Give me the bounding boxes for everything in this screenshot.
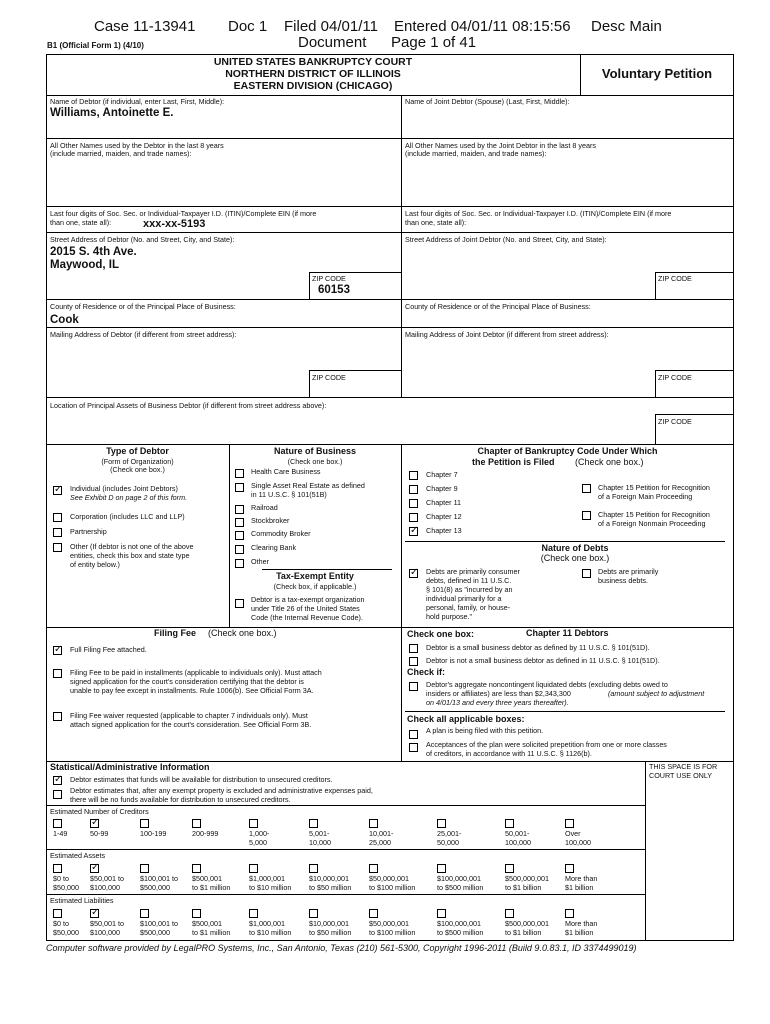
page-count: Page 1 of 41 <box>391 34 477 51</box>
creditors-checkbox-4[interactable] <box>192 819 201 828</box>
other-names-label: All Other Names used by the Debtor in the last 8 years <box>50 141 224 150</box>
railroad-label: Railroad <box>251 503 278 512</box>
installments-label-3: unable to pay fee except in installments. Rule 1006(b). See Official Form 3A. <box>70 686 314 695</box>
joint-street-label: Street Address of Joint Debtor (No. and Street, City, and State): <box>405 235 607 244</box>
liabilities-label-8: $100,000,001 <box>437 919 481 928</box>
assets-checkbox-7[interactable] <box>369 864 378 873</box>
creditors-label-7: 10,001- <box>369 829 394 838</box>
creditors-label-8-line2: 50,000 <box>437 838 459 847</box>
consumer-debts-label-6: hold purpose." <box>426 612 473 621</box>
filed-date: Filed 04/01/11 <box>284 18 378 35</box>
aggregate-debts-checkbox[interactable] <box>409 682 418 691</box>
no-funds-checkbox[interactable] <box>53 790 62 799</box>
assets-checkbox-5[interactable] <box>249 864 258 873</box>
assets-label-4: $500,001 <box>192 874 222 883</box>
document-label: Document <box>298 34 367 51</box>
check-if: Check if: <box>407 667 446 677</box>
assets-label-8: $100,000,001 <box>437 874 481 883</box>
liabilities-label-1-line2: $50,000 <box>53 928 79 937</box>
liabilities-label-8-line2: to $500 million <box>437 928 484 937</box>
acceptances-checkbox[interactable] <box>409 743 418 752</box>
not-small-business-checkbox[interactable] <box>409 657 418 666</box>
assets-checkbox-1[interactable] <box>53 864 62 873</box>
small-business-label: Debtor is a small business debtor as defined by 11 U.S.C. § 101(51D). <box>426 643 650 652</box>
creditors-label: Estimated Number of Creditors <box>50 807 149 816</box>
liabilities-checkbox-3[interactable] <box>140 909 149 918</box>
creditors-label-6: 5,001- <box>309 829 330 838</box>
liabilities-label-3-line2: $500,000 <box>140 928 170 937</box>
ssn-label: Last four digits of Soc. Sec. or Individual-Taxpayer I.D. (ITIN)/Complete EIN (if more <box>50 209 317 218</box>
creditors-checkbox-8[interactable] <box>437 819 446 828</box>
assets-label-7-line2: to $100 million <box>369 883 416 892</box>
consumer-debts-label-4: individual primarily for a <box>426 594 502 603</box>
court-district: NORTHERN DISTRICT OF ILLINOIS <box>225 68 401 80</box>
chapter-15-main-label-2: of a Foreign Main Proceeding <box>598 492 693 501</box>
check-one-box: Check one box: <box>407 629 475 639</box>
debtor-county[interactable]: Cook <box>50 314 79 326</box>
zip-label: ZIP CODE <box>312 274 346 283</box>
chapter-9-checkbox[interactable] <box>409 485 418 494</box>
fee-waiver-checkbox[interactable] <box>53 712 62 721</box>
ssn-label-2: than one, state all): <box>50 218 112 227</box>
joint-other-names-label: All Other Names used by the Joint Debtor in the last 8 years <box>405 141 596 150</box>
assets-label-1-line2: $50,000 <box>53 883 79 892</box>
chapter-15-main-checkbox[interactable] <box>582 484 591 493</box>
full-fee-checkbox[interactable] <box>53 646 62 655</box>
aggregate-debts-label-2: insiders or affiliates) are less than $2,343,300 <box>426 689 571 698</box>
liabilities-checkbox-8[interactable] <box>437 909 446 918</box>
assets-label-4-line2: to $1 million <box>192 883 231 892</box>
creditors-checkbox-9[interactable] <box>505 819 514 828</box>
liabilities-checkbox-9[interactable] <box>505 909 514 918</box>
health-care-checkbox[interactable] <box>235 469 244 478</box>
liabilities-label-2-line2: $100,000 <box>90 928 120 937</box>
liabilities-label-2: $50,001 to <box>90 919 124 928</box>
clearing-bank-checkbox[interactable] <box>235 545 244 554</box>
creditors-checkbox-6[interactable] <box>309 819 318 828</box>
debtor-ssn[interactable]: xxx-xx-5193 <box>143 218 206 230</box>
creditors-checkbox-7[interactable] <box>369 819 378 828</box>
creditors-label-3: 100-199 <box>140 829 167 838</box>
acceptances-label-2: of creditors, in accordance with 11 U.S.C. § 1126(b). <box>426 749 592 758</box>
creditors-label-4: 200-999 <box>192 829 219 838</box>
assets-label-5: $1,000,001 <box>249 874 285 883</box>
nature-debts-title: Nature of Debts <box>541 543 609 553</box>
liabilities-label-7-line2: to $100 million <box>369 928 416 937</box>
liabilities-label-9: $500,000,001 <box>505 919 549 928</box>
plan-filed-label: A plan is being filed with this petition. <box>426 726 544 735</box>
aggregate-debts-note: (amount subject to adjustment <box>608 689 705 698</box>
assets-checkbox-8[interactable] <box>437 864 446 873</box>
assets-label-9-line2: to $1 billion <box>505 883 542 892</box>
corporation-label: Corporation (includes LLC and LLP) <box>70 512 185 521</box>
other-names-label-2: (include married, maiden, and trade names): <box>50 149 192 158</box>
liabilities-checkbox-4[interactable] <box>192 909 201 918</box>
consumer-debts-label-3: § 101(8) as "incurred by an <box>426 585 513 594</box>
individual-label: Individual (includes Joint Debtors) <box>70 484 178 493</box>
assets-checkbox-9[interactable] <box>505 864 514 873</box>
liabilities-checkbox-6[interactable] <box>309 909 318 918</box>
aggregate-debts-label: Debtor's aggregate noncontingent liquidated debts (excluding debts owed to <box>426 680 668 689</box>
assets-label-3: $100,001 to <box>140 874 178 883</box>
liabilities-checkbox-7[interactable] <box>369 909 378 918</box>
assets-label-3-line2: $500,000 <box>140 883 170 892</box>
creditors-label-2: 50-99 <box>90 829 109 838</box>
liabilities-label-10: More than <box>565 919 598 928</box>
assets-label: Estimated Assets <box>50 851 106 860</box>
no-funds-label-2: there will be no funds available for distribution to unsecured creditors. <box>70 795 291 804</box>
liabilities-label-4-line2: to $1 million <box>192 928 231 937</box>
commodity-broker-label: Commodity Broker <box>251 529 311 538</box>
entered-date: Entered 04/01/11 08:15:56 <box>394 18 571 35</box>
chapter-15-nonmain-label: Chapter 15 Petition for Recognition <box>598 510 710 519</box>
creditors-label-5: 1,000- <box>249 829 270 838</box>
stats-title: Statistical/Administrative Information <box>50 762 210 772</box>
creditors-label-9-line2: 100,000 <box>505 838 531 847</box>
assets-label-6-line2: to $50 million <box>309 883 352 892</box>
stockbroker-checkbox[interactable] <box>235 518 244 527</box>
chapter-7-label: Chapter 7 <box>426 470 458 479</box>
joint-ssn-label: Last four digits of Soc. Sec. or Individual-Taxpayer I.D. (ITIN)/Complete EIN (if more <box>405 209 672 218</box>
case-number: Case 11-13941 <box>94 18 196 35</box>
filing-fee-check: (Check one box.) <box>208 628 277 638</box>
single-asset-label: Single Asset Real Estate as defined <box>251 481 365 490</box>
other-business-checkbox[interactable] <box>235 559 244 568</box>
liabilities-checkbox-10[interactable] <box>565 909 574 918</box>
assets-label-10-line2: $1 billion <box>565 883 594 892</box>
liabilities-label-5-line2: to $10 million <box>249 928 292 937</box>
assets-label-5-line2: to $10 million <box>249 883 292 892</box>
assets-checkbox-2[interactable] <box>90 864 99 873</box>
installments-label: Filing Fee to be paid in installments (applicable to individuals only). Must attach <box>70 668 322 677</box>
funds-available-checkbox[interactable] <box>53 776 62 785</box>
chapter-9-label: Chapter 9 <box>426 484 458 493</box>
assets-checkbox-3[interactable] <box>140 864 149 873</box>
check-all-applicable: Check all applicable boxes: <box>407 714 525 724</box>
tax-exempt-checkbox[interactable] <box>235 599 244 608</box>
court-division: EASTERN DIVISION (CHICAGO) <box>233 80 393 92</box>
chapter-title: Chapter of Bankruptcy Code Under Which <box>477 446 658 456</box>
assets-checkbox-10[interactable] <box>565 864 574 873</box>
individual-note: See Exhibit D on page 2 of this form. <box>70 493 188 502</box>
chapter-12-label: Chapter 12 <box>426 512 462 521</box>
creditors-label-9: 50,001- <box>505 829 530 838</box>
mailing-zip-label: ZIP CODE <box>312 373 346 382</box>
assets-label-1: $0 to <box>53 874 69 883</box>
creditors-checkbox-1[interactable] <box>53 819 62 828</box>
railroad-checkbox[interactable] <box>235 505 244 514</box>
other-business-label: Other <box>251 557 269 566</box>
nature-debts-sub: (Check one box.) <box>540 553 610 563</box>
single-asset-checkbox[interactable] <box>235 483 244 492</box>
software-footer: Computer software provided by LegalPRO Systems, Inc., San Antonio, Texas (210) 561-5300, Copyright 1996-2011 (Build 9.0.83.1, ID 3374499019) <box>46 943 637 953</box>
chapter-11-checkbox[interactable] <box>409 499 418 508</box>
street-label: Street Address of Debtor (No. and Street, City, and State): <box>50 235 235 244</box>
liabilities-checkbox-2[interactable] <box>90 909 99 918</box>
tax-exempt-label-2: under Title 26 of the United States <box>251 604 360 613</box>
clearing-bank-label: Clearing Bank <box>251 543 297 552</box>
creditors-label-1: 1-49 <box>53 829 68 838</box>
consumer-debts-label: Debts are primarily consumer <box>426 567 520 576</box>
chapter-7-checkbox[interactable] <box>409 471 418 480</box>
funds-available-label: Debtor estimates that funds will be available for distribution to unsecured creditors. <box>70 775 333 784</box>
liabilities-label-7: $50,000,001 <box>369 919 409 928</box>
individual-checkbox[interactable] <box>53 486 62 495</box>
joint-mailing-zip-label: ZIP CODE <box>658 373 692 382</box>
commodity-broker-checkbox[interactable] <box>235 531 244 540</box>
chapter-13-label: Chapter 13 <box>426 526 462 535</box>
location-label: Location of Principal Assets of Business Debtor (if different from street address above): <box>50 401 327 410</box>
creditors-label-6-line2: 10,000 <box>309 838 331 847</box>
assets-label-2-line2: $100,000 <box>90 883 120 892</box>
joint-name-label: Name of Joint Debtor (Spouse) (Last, First, Middle): <box>405 97 570 106</box>
installments-label-2: signed application for the court's consideration certifying that the debtor is <box>70 677 304 686</box>
filing-fee-title: Filing Fee <box>154 628 197 638</box>
partnership-label: Partnership <box>70 527 107 536</box>
joint-zip-label: ZIP CODE <box>658 274 692 283</box>
court-use-label-2: COURT USE ONLY <box>649 771 713 780</box>
creditors-checkbox-2[interactable] <box>90 819 99 828</box>
chapter-title-check: (Check one box.) <box>575 457 644 467</box>
business-debts-checkbox[interactable] <box>582 569 591 578</box>
type-debtor-title: Type of Debtor <box>106 446 169 456</box>
no-funds-label: Debtor estimates that, after any exempt property is excluded and administrative expenses paid, <box>70 786 373 795</box>
other-entity-label-3: of entity below.) <box>70 560 120 569</box>
creditors-checkbox-5[interactable] <box>249 819 258 828</box>
chapter-15-nonmain-label-2: of a Foreign Nonmain Proceeding <box>598 519 706 528</box>
debtor-city-state[interactable]: Maywood, IL <box>50 259 119 271</box>
assets-label-9: $500,000,001 <box>505 874 549 883</box>
chapter-15-main-label: Chapter 15 Petition for Recognition <box>598 483 710 492</box>
installments-checkbox[interactable] <box>53 669 62 678</box>
nature-business-sub: (Check one box.) <box>287 457 343 466</box>
chapter-13-checkbox[interactable] <box>409 527 418 536</box>
assets-label-7: $50,000,001 <box>369 874 409 883</box>
aggregate-debts-label-3: on 4/01/13 and every three years thereafter). <box>426 698 569 707</box>
doc-number: Doc 1 <box>228 18 268 35</box>
joint-mailing-label: Mailing Address of Joint Debtor (if different from street address): <box>405 330 609 339</box>
plan-filed-checkbox[interactable] <box>409 730 418 739</box>
consumer-debts-checkbox[interactable] <box>409 569 418 578</box>
chapter-15-nonmain-checkbox[interactable] <box>582 511 591 520</box>
stockbroker-label: Stockbroker <box>251 516 290 525</box>
creditors-checkbox-10[interactable] <box>565 819 574 828</box>
liabilities-label-3: $100,001 to <box>140 919 178 928</box>
nature-business-title: Nature of Business <box>273 446 357 456</box>
court-name: UNITED STATES BANKRUPTCY COURT <box>213 56 413 68</box>
creditors-label-5-line2: 5,000 <box>249 838 267 847</box>
full-fee-label: Full Filing Fee attached. <box>70 645 147 654</box>
joint-other-names-label-2: (include married, maiden, and trade names): <box>405 149 547 158</box>
chapter-11-label: Chapter 11 <box>426 498 462 507</box>
consumer-debts-label-2: debts, defined in 11 U.S.C. <box>426 576 512 585</box>
other-entity-label: Other (If debtor is not one of the above <box>70 542 194 551</box>
not-small-business-label: Debtor is not a small business debtor as defined in 11 U.S.C. § 101(51D). <box>426 656 660 665</box>
assets-label-6: $10,000,001 <box>309 874 349 883</box>
form-id: B1 (Official Form 1) (4/10) <box>47 41 144 50</box>
creditors-label-7-line2: 25,000 <box>369 838 391 847</box>
assets-label-8-line2: to $500 million <box>437 883 484 892</box>
debtor-street[interactable]: 2015 S. 4th Ave. <box>50 246 137 258</box>
creditors-label-8: 25,001- <box>437 829 462 838</box>
creditors-label-10-line2: 100,000 <box>565 838 591 847</box>
ch11-title: Chapter 11 Debtors <box>526 628 609 638</box>
other-entity-label-2: entities, check this box and state type <box>70 551 190 560</box>
business-debts-label-2: business debts. <box>598 576 648 585</box>
joint-county-label: County of Residence or of the Principal Place of Business: <box>405 302 591 311</box>
fee-waiver-label-2: attach signed application for the court's consideration. See Official Form 3B. <box>70 720 312 729</box>
assets-checkbox-6[interactable] <box>309 864 318 873</box>
tax-exempt-label: Debtor is a tax-exempt organization <box>251 595 365 604</box>
liabilities-checkbox-1[interactable] <box>53 909 62 918</box>
liabilities-label-5: $1,000,001 <box>249 919 285 928</box>
liabilities-label-6: $10,000,001 <box>309 919 349 928</box>
business-debts-label: Debts are primarily <box>598 567 659 576</box>
debtor-zip[interactable]: 60153 <box>318 284 350 296</box>
location-zip-label: ZIP CODE <box>658 417 692 426</box>
chapter-title-2: the Petition is Filed <box>472 457 555 467</box>
consumer-debts-label-5: personal, family, or house- <box>426 603 511 612</box>
desc-main: Desc Main <box>591 18 662 35</box>
debtor-name-label: Name of Debtor (if individual, enter Last, First, Middle): <box>50 97 225 106</box>
creditors-label-10: Over <box>565 829 581 838</box>
small-business-checkbox[interactable] <box>409 644 418 653</box>
liabilities-label-6-line2: to $50 million <box>309 928 352 937</box>
tax-exempt-label-3: Code (the Internal Revenue Code). <box>251 613 363 622</box>
assets-label-10: More than <box>565 874 598 883</box>
type-debtor-sub-2: (Check one box.) <box>110 465 165 474</box>
tax-exempt-title: Tax-Exempt Entity <box>276 571 354 581</box>
liabilities-label-10-line2: $1 billion <box>565 928 594 937</box>
joint-ssn-label-2: than one, state all): <box>405 218 467 227</box>
petition-type: Voluntary Petition <box>601 66 713 81</box>
liabilities-label-1: $0 to <box>53 919 69 928</box>
other-entity-checkbox[interactable] <box>53 543 62 552</box>
liabilities-label-9-line2: to $1 billion <box>505 928 542 937</box>
court-use-label: THIS SPACE IS FOR <box>649 762 718 771</box>
assets-checkbox-4[interactable] <box>192 864 201 873</box>
chapter-12-checkbox[interactable] <box>409 513 418 522</box>
debtor-name[interactable]: Williams, Antoinette E. <box>50 107 174 119</box>
type-debtor-sub: (Form of Organization) <box>101 457 174 466</box>
corporation-checkbox[interactable] <box>53 513 62 522</box>
single-asset-label-2: in 11 U.S.C. § 101(51B) <box>251 490 327 499</box>
acceptances-label: Acceptances of the plan were solicited prepetition from one or more classes <box>426 740 667 749</box>
liabilities-checkbox-5[interactable] <box>249 909 258 918</box>
mailing-label: Mailing Address of Debtor (if different from street address): <box>50 330 237 339</box>
health-care-label: Health Care Business <box>251 467 321 476</box>
creditors-checkbox-3[interactable] <box>140 819 149 828</box>
assets-label-2: $50,001 to <box>90 874 124 883</box>
partnership-checkbox[interactable] <box>53 528 62 537</box>
liabilities-label: Estimated Liabilities <box>50 896 114 905</box>
county-label: County of Residence or of the Principal Place of Business: <box>50 302 236 311</box>
fee-waiver-label: Filing Fee waiver requested (applicable to chapter 7 individuals only). Must <box>70 711 308 720</box>
tax-exempt-sub: (Check box, if applicable.) <box>273 582 357 591</box>
liabilities-label-4: $500,001 <box>192 919 222 928</box>
